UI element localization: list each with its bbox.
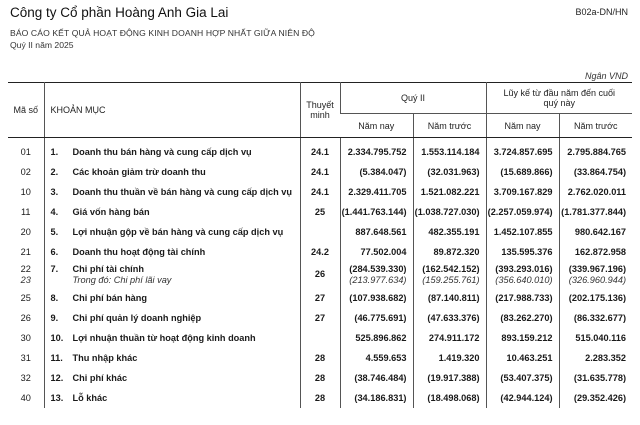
row-ytd-prev bbox=[559, 142, 632, 162]
row-q-cur-sub-value: (213.977.634) bbox=[349, 275, 407, 285]
row-item-line bbox=[51, 147, 252, 157]
row-code bbox=[8, 288, 44, 308]
row-ytd-prev bbox=[559, 328, 632, 348]
row-item bbox=[44, 222, 300, 242]
row-ytd-prev-value: (339.967.196) bbox=[568, 263, 627, 274]
row-code bbox=[8, 262, 44, 288]
row-q-prev-value: (18.498.068) bbox=[427, 392, 480, 403]
row-index: 9. bbox=[50, 312, 59, 323]
row-code-value: 21 bbox=[20, 246, 31, 257]
row-index: 7. bbox=[50, 263, 59, 274]
row-ytd-cur bbox=[486, 262, 559, 288]
row-item bbox=[44, 308, 300, 328]
row-item-line bbox=[51, 207, 150, 217]
row-code-value: 25 bbox=[20, 292, 31, 303]
row-ytd-prev bbox=[559, 262, 632, 288]
row-q-prev-sub-value: (159.255.761) bbox=[422, 275, 480, 285]
row-code-value: 20 bbox=[20, 226, 31, 237]
row-ytd-cur-value: (15.689.866) bbox=[500, 166, 553, 177]
row-note-value: 24.1 bbox=[311, 166, 329, 177]
row-ytd-cur-value: 3.724.857.695 bbox=[493, 146, 553, 157]
row-q-prev bbox=[413, 262, 486, 288]
row-note bbox=[300, 388, 340, 408]
row-q-cur-value: (46.775.691) bbox=[354, 312, 407, 323]
row-note-value: 28 bbox=[314, 352, 326, 363]
table-row bbox=[8, 262, 632, 288]
row-q-cur bbox=[340, 182, 413, 202]
row-q-prev bbox=[413, 388, 486, 408]
row-ytd-cur-value: 1.452.107.855 bbox=[493, 226, 553, 237]
row-q-cur bbox=[340, 308, 413, 328]
row-label: Doanh thu bán hàng và cung cấp dịch vụ bbox=[72, 146, 252, 157]
row-code-value: 26 bbox=[20, 312, 31, 323]
row-ytd-cur-sub-value: (356.640.010) bbox=[495, 275, 553, 285]
row-code bbox=[8, 308, 44, 328]
row-ytd-prev-value: 2.762.020.011 bbox=[567, 186, 627, 197]
row-code bbox=[8, 182, 44, 202]
row-q-prev bbox=[413, 242, 486, 262]
row-q-cur bbox=[340, 368, 413, 388]
row-item bbox=[44, 142, 300, 162]
row-note-value: 24.1 bbox=[311, 146, 329, 157]
row-code bbox=[8, 222, 44, 242]
row-item-line bbox=[51, 293, 148, 303]
row-item-line bbox=[51, 187, 293, 197]
table-row bbox=[8, 288, 632, 308]
row-ytd-cur bbox=[486, 308, 559, 328]
row-item bbox=[44, 328, 300, 348]
row-ytd-cur-value: (42.944.124) bbox=[500, 392, 553, 403]
row-item-line bbox=[51, 313, 202, 323]
row-note bbox=[300, 182, 340, 202]
row-sublabel: Trong đó: Chi phí lãi vay bbox=[72, 275, 172, 285]
row-q-cur bbox=[340, 142, 413, 162]
row-ytd-prev-value: 515.040.116 bbox=[575, 332, 627, 343]
row-note-value: 28 bbox=[314, 372, 326, 383]
header-note: Thuyết minh bbox=[300, 83, 340, 138]
row-q-prev-value: (32.031.963) bbox=[427, 166, 480, 177]
row-index: 11. bbox=[50, 352, 63, 363]
row-code bbox=[8, 388, 44, 408]
row-index: 4. bbox=[50, 206, 59, 217]
table-row bbox=[8, 308, 632, 328]
row-code bbox=[8, 242, 44, 262]
row-q-prev bbox=[413, 348, 486, 368]
row-ytd-cur-value: (53.407.375) bbox=[500, 372, 553, 383]
row-ytd-prev bbox=[559, 368, 632, 388]
company-name: Công ty Cổ phần Hoàng Anh Gia Lai bbox=[10, 5, 229, 20]
report-period: Quý II năm 2025 bbox=[10, 40, 74, 50]
row-q-cur bbox=[340, 262, 413, 288]
row-note bbox=[300, 222, 340, 242]
row-q-cur-value: (38.746.484) bbox=[354, 372, 407, 383]
row-q-cur-value: 2.334.795.752 bbox=[347, 146, 407, 157]
row-label: Doanh thu thuần về bán hàng và cung cấp dịch vụ bbox=[72, 186, 292, 197]
row-code-value: 02 bbox=[20, 166, 31, 177]
row-ytd-cur-value: (83.262.270) bbox=[500, 312, 553, 323]
row-ytd-cur-value: (2.257.059.974) bbox=[487, 206, 553, 217]
row-note bbox=[300, 242, 340, 262]
row-ytd-cur bbox=[486, 288, 559, 308]
row-q-cur-value: (1.441.763.144) bbox=[341, 206, 407, 217]
row-label: Doanh thu hoạt động tài chính bbox=[72, 246, 206, 257]
row-q-cur-value: 525.896.862 bbox=[355, 332, 407, 343]
row-q-cur bbox=[340, 348, 413, 368]
row-code-value: 01 bbox=[20, 146, 31, 157]
row-q-prev bbox=[413, 142, 486, 162]
row-code bbox=[8, 328, 44, 348]
row-note-value: 26 bbox=[314, 269, 326, 280]
row-q-prev-value: (47.633.376) bbox=[427, 312, 480, 323]
row-item-line bbox=[51, 333, 256, 343]
row-subcode-value: 23 bbox=[20, 275, 31, 285]
row-index: 1. bbox=[50, 146, 59, 157]
row-label: Chi phí bán hàng bbox=[72, 292, 148, 303]
row-ytd-prev-value: (33.864.754) bbox=[573, 166, 627, 177]
row-ytd-prev bbox=[559, 222, 632, 242]
row-q-cur bbox=[340, 288, 413, 308]
row-ytd-cur-value: (393.293.016) bbox=[495, 263, 553, 274]
row-item-line bbox=[51, 227, 284, 237]
row-item bbox=[44, 202, 300, 222]
row-note bbox=[300, 162, 340, 182]
row-ytd-prev bbox=[559, 308, 632, 328]
row-ytd-cur-value: 135.595.376 bbox=[501, 246, 553, 257]
header-item: KHOẢN MỤC bbox=[44, 83, 300, 138]
row-item bbox=[44, 368, 300, 388]
row-q-cur bbox=[340, 222, 413, 242]
row-code-value: 10 bbox=[20, 186, 31, 197]
row-q-prev bbox=[413, 202, 486, 222]
row-q-prev-value: 1.553.114.184 bbox=[421, 146, 480, 157]
row-item bbox=[44, 162, 300, 182]
row-index: 5. bbox=[50, 226, 59, 237]
row-label: Giá vốn hàng bán bbox=[72, 206, 150, 217]
row-ytd-cur-value: 893.159.212 bbox=[501, 332, 553, 343]
row-note-value: 25 bbox=[314, 206, 326, 217]
row-q-prev-value: 274.911.172 bbox=[428, 332, 480, 343]
header-ytd-group: Lũy kế từ đầu năm đến cuối quý này bbox=[486, 83, 632, 114]
row-note-value: 24.2 bbox=[311, 246, 329, 257]
row-label: Lợi nhuận thuần từ hoạt động kinh doanh bbox=[72, 332, 256, 343]
row-note bbox=[300, 328, 340, 348]
row-index: 10. bbox=[50, 332, 64, 343]
row-ytd-prev-value: 980.642.167 bbox=[574, 226, 627, 237]
row-code bbox=[8, 202, 44, 222]
table-row bbox=[8, 202, 632, 222]
row-code-value: 11 bbox=[20, 206, 31, 217]
row-q-cur-value: (107.938.682) bbox=[349, 292, 407, 303]
row-ytd-prev-sub-value: (326.960.944) bbox=[568, 275, 627, 285]
row-code bbox=[8, 142, 44, 162]
row-item bbox=[44, 388, 300, 408]
row-q-prev-value: 89.872.320 bbox=[433, 246, 480, 257]
row-code bbox=[8, 162, 44, 182]
row-ytd-prev bbox=[559, 182, 632, 202]
row-q-cur-value: 2.329.411.705 bbox=[348, 186, 407, 197]
row-note-value: 27 bbox=[314, 292, 326, 303]
row-q-prev-value: (87.140.811) bbox=[427, 292, 480, 303]
row-q-prev-value: 482.355.191 bbox=[428, 226, 480, 237]
header-quarter-current: Năm nay bbox=[340, 114, 413, 138]
row-ytd-prev-value: (29.352.426) bbox=[573, 392, 627, 403]
row-q-cur-value: (34.186.831) bbox=[354, 392, 407, 403]
row-label: Lỗ khác bbox=[72, 392, 108, 403]
row-note bbox=[300, 262, 340, 288]
row-ytd-cur bbox=[486, 162, 559, 182]
row-label: Chi phí quản lý doanh nghiệp bbox=[72, 312, 202, 323]
table-row bbox=[8, 182, 632, 202]
row-note bbox=[300, 368, 340, 388]
row-note-value: 24.1 bbox=[311, 186, 329, 197]
row-item-line bbox=[51, 353, 138, 363]
row-ytd-prev bbox=[559, 348, 632, 368]
row-ytd-cur bbox=[486, 222, 559, 242]
form-code: B02a-DN/HN bbox=[575, 7, 628, 17]
row-ytd-cur bbox=[486, 142, 559, 162]
header-ytd-current: Năm nay bbox=[486, 114, 559, 138]
row-code bbox=[8, 348, 44, 368]
row-ytd-prev bbox=[559, 242, 632, 262]
row-q-cur-value: (5.384.047) bbox=[359, 166, 407, 177]
header-ytd-prior: Năm trước bbox=[559, 114, 632, 138]
table-row bbox=[8, 242, 632, 262]
row-index: 6. bbox=[50, 246, 59, 257]
row-ytd-prev-value: (86.332.677) bbox=[573, 312, 627, 323]
row-ytd-prev bbox=[559, 388, 632, 408]
row-q-prev-value: 1.419.320 bbox=[438, 352, 480, 363]
table-row bbox=[8, 348, 632, 368]
row-ytd-prev-value: (31.635.778) bbox=[573, 372, 627, 383]
row-ytd-prev-value: (1.781.377.844) bbox=[561, 206, 627, 217]
header-code: Mã số bbox=[8, 83, 44, 138]
row-ytd-cur bbox=[486, 388, 559, 408]
row-ytd-prev bbox=[559, 288, 632, 308]
row-note-value: 28 bbox=[314, 392, 326, 403]
row-label: Chi phí khác bbox=[72, 372, 128, 383]
row-q-cur-value: (284.539.330) bbox=[349, 263, 407, 274]
row-ytd-prev-value: 162.872.958 bbox=[574, 246, 627, 257]
row-item-line bbox=[51, 167, 206, 177]
row-index: 8. bbox=[50, 292, 59, 303]
row-item bbox=[44, 262, 300, 288]
row-item bbox=[44, 182, 300, 202]
row-q-cur bbox=[340, 162, 413, 182]
row-ytd-prev-value: 2.283.352 bbox=[585, 352, 627, 363]
row-ytd-cur-value: 10.463.251 bbox=[506, 352, 553, 363]
row-code-value: 30 bbox=[20, 332, 31, 343]
row-q-cur-value: 77.502.004 bbox=[360, 246, 407, 257]
table-row bbox=[8, 142, 632, 162]
row-q-prev bbox=[413, 222, 486, 242]
row-q-prev-value: (19.917.388) bbox=[427, 372, 480, 383]
row-code bbox=[8, 368, 44, 388]
row-q-prev bbox=[413, 162, 486, 182]
row-q-prev-value: (162.542.152) bbox=[422, 263, 480, 274]
currency-unit: Ngân VND bbox=[584, 71, 628, 81]
row-q-prev bbox=[413, 328, 486, 348]
row-item bbox=[44, 348, 300, 368]
row-note-value: 27 bbox=[314, 312, 326, 323]
row-label: Thu nhập khác bbox=[72, 352, 138, 363]
row-note bbox=[300, 348, 340, 368]
row-item-line bbox=[51, 247, 206, 257]
row-item-line bbox=[51, 393, 108, 403]
row-ytd-cur bbox=[486, 328, 559, 348]
income-statement-table bbox=[8, 82, 632, 408]
row-q-cur bbox=[340, 328, 413, 348]
row-q-prev bbox=[413, 182, 486, 202]
table-row bbox=[8, 222, 632, 242]
row-q-cur-value: 4.559.653 bbox=[365, 352, 407, 363]
row-q-prev-value: 1.521.082.221 bbox=[420, 186, 480, 197]
row-code-value: 40 bbox=[20, 392, 31, 403]
row-code-value: 32 bbox=[20, 372, 31, 383]
row-label: Lợi nhuận gộp về bán hàng và cung cấp dịch vụ bbox=[72, 226, 284, 237]
row-ytd-cur bbox=[486, 202, 559, 222]
table-row bbox=[8, 162, 632, 182]
row-code-value: 31 bbox=[20, 352, 31, 363]
row-q-cur bbox=[340, 202, 413, 222]
row-q-prev-value: (1.038.727.030) bbox=[414, 206, 480, 217]
row-code-value: 22 bbox=[20, 263, 31, 274]
header-quarter-prior: Năm trước bbox=[413, 114, 486, 138]
header-quarter-group: Quý II bbox=[340, 83, 486, 114]
row-note bbox=[300, 288, 340, 308]
row-index: 12. bbox=[50, 372, 64, 383]
row-ytd-cur bbox=[486, 242, 559, 262]
row-index: 13. bbox=[50, 392, 64, 403]
row-index: 3. bbox=[50, 186, 59, 197]
table-row bbox=[8, 388, 632, 408]
row-ytd-prev-value: (202.175.136) bbox=[568, 292, 627, 303]
report-title: BÁO CÁO KẾT QUẢ HOẠT ĐỘNG KINH DOANH HỢP NHẤT GIỮA NIÊN ĐỘ bbox=[10, 28, 315, 38]
row-q-prev bbox=[413, 308, 486, 328]
row-note bbox=[300, 202, 340, 222]
row-ytd-cur bbox=[486, 182, 559, 202]
row-ytd-prev-value: 2.795.884.765 bbox=[567, 146, 627, 157]
row-item-line bbox=[51, 264, 300, 275]
row-q-cur bbox=[340, 388, 413, 408]
row-ytd-prev bbox=[559, 202, 632, 222]
row-ytd-cur-value: (217.988.733) bbox=[495, 292, 553, 303]
row-ytd-prev bbox=[559, 162, 632, 182]
row-ytd-cur-value: 3.709.167.829 bbox=[493, 186, 553, 197]
row-ytd-cur bbox=[486, 368, 559, 388]
row-item bbox=[44, 242, 300, 262]
row-index: 2. bbox=[50, 166, 59, 177]
row-note bbox=[300, 308, 340, 328]
row-q-prev bbox=[413, 368, 486, 388]
row-label: Các khoản giảm trừ doanh thu bbox=[72, 166, 206, 177]
table-row bbox=[8, 328, 632, 348]
row-q-cur-value: 887.648.561 bbox=[355, 226, 407, 237]
row-label: Chi phí tài chính bbox=[72, 263, 144, 274]
row-item bbox=[44, 288, 300, 308]
row-note bbox=[300, 142, 340, 162]
table-row bbox=[8, 368, 632, 388]
row-q-cur bbox=[340, 242, 413, 262]
row-ytd-cur bbox=[486, 348, 559, 368]
row-item-line bbox=[51, 373, 128, 383]
row-q-prev bbox=[413, 288, 486, 308]
